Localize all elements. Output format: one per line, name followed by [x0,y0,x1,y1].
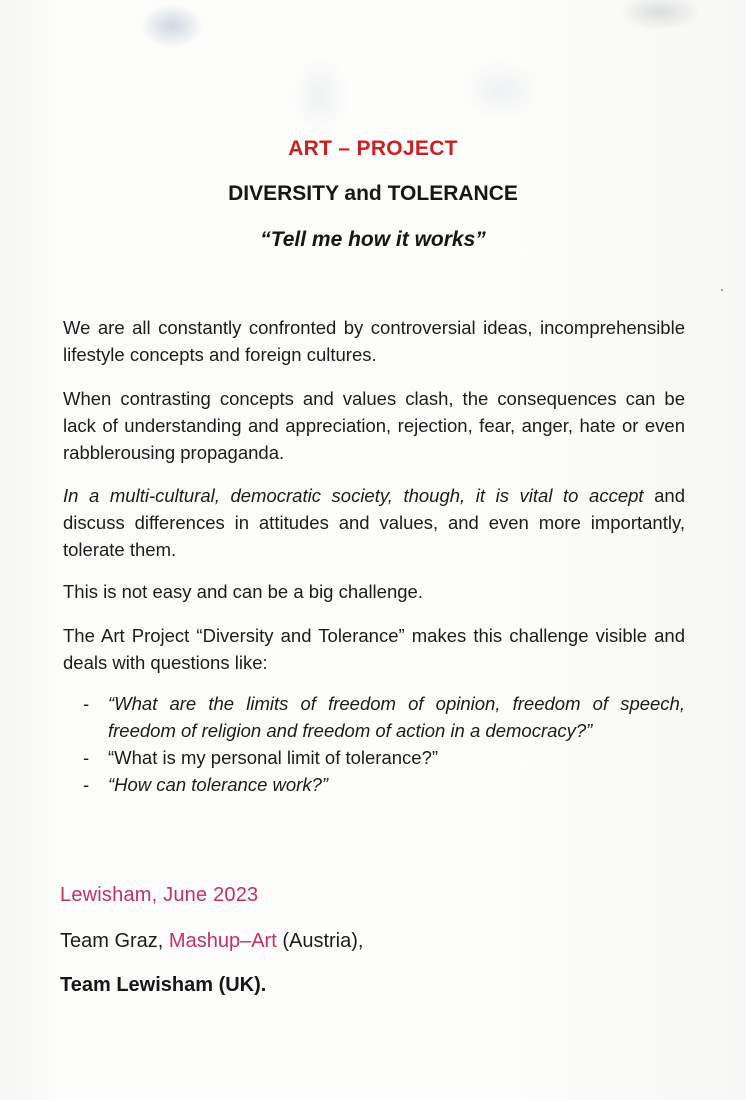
question-item [63,690,685,744]
project-tagline: “Tell me how it works” [260,228,486,251]
question-text: “How can tolerance work?” [108,774,329,795]
question-item [63,771,685,798]
team-graz-prefix: Team Graz, [60,930,169,952]
team-lewisham: Team Lewisham (UK). [60,974,267,996]
team-graz-org: Mashup–Art [168,930,277,952]
team-graz [60,930,363,953]
questions-list [63,690,685,798]
team-graz-suffix: (Austria), [276,930,364,952]
project-title: DIVERSITY and TOLERANCE [228,182,518,205]
question-text: “What is my personal limit of tolerance?” [108,747,439,768]
project-kicker: ART – PROJECT [288,137,458,160]
paragraph-consequences: When contrasting concepts and values clash, the consequences can be lack of understanding and appreciation, rejection, fear, anger, hate or even rabblerousing propaganda. [63,388,685,463]
question-text: “What are the limits of freedom of opinion, freedom of speech, freedom of religion and freedom of action in a democracy?” [108,693,685,741]
place-date: Lewisham, June 2023 [60,884,259,906]
paragraph-project: The Art Project “Diversity and Tolerance” makes this challenge visible and deals with questions like: [63,625,685,673]
paragraph-challenge: This is not easy and can be a big challenge. [63,581,423,602]
paragraph-society-rest: and discuss differences in attitudes and values, and even more importantly, tolerate them. [63,485,685,560]
paragraph-intro: We are all constantly confronted by controversial ideas, incomprehensible lifestyle concepts and foreign cultures. [63,317,685,365]
question-item [63,744,685,771]
paper-speck [721,289,723,291]
bullet-dash: - [83,693,90,714]
paragraph-society [63,482,685,563]
paragraph-society-lead: In a multi-cultural, democratic society, though, it is vital to accept [63,485,644,506]
bullet-dash: - [83,774,90,795]
bullet-dash: - [83,747,90,768]
